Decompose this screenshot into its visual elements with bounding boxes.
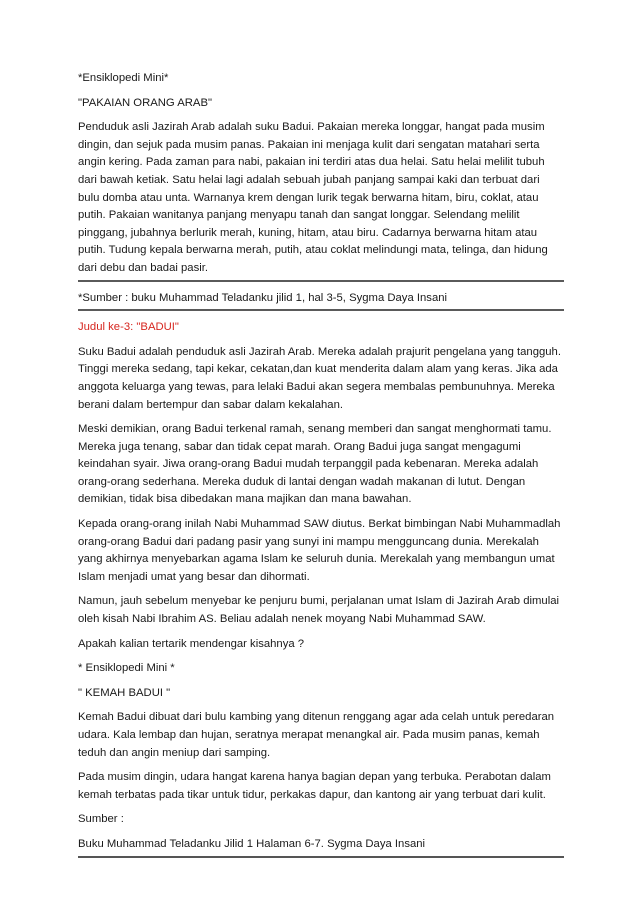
paragraph-badui-4: Namun, jauh sebelum menyebar ke penjuru bumi, perjalanan umat Islam di Jazirah Arab dimulai oleh kisah Nabi Ibrahim AS. Beliau adalah nenek moyang Nabi Muhammad SAW. [78,595,559,626]
section-title-pakaian: "PAKAIAN ORANG ARAB" [78,96,212,109]
question-line: Apakah kalian tertarik mendengar kisahnya ? [78,637,305,650]
section-label-ensiklopedi: *Ensiklopedi Mini* [78,72,169,84]
paragraph-badui-3: Kepada orang-orang inilah Nabi Muhammad SAW diutus. Berkat bimbingan Nabi Muhammadlah orang-orang Badui dari padang pasir yang sunyi ini mampu mengguncang dunia. Merekalah yang akhirnya menyebarkan agama Islam ke seluruh dunia. Merekalah yang membangun umat Islam menjadi umat yang besar dan dihormati. [78,518,561,583]
paragraph-kemah-1: Kemah Badui dibuat dari bulu kambing yang ditenun renggang agar ada celah untuk peredaran udara. Kala lembap dan hujan, seratnya merapat menangkal air. Pada musim panas, kemah teduh dan angin meniup dari samping. [78,711,555,759]
source-note-1: *Sumber : buku Muhammad Teladanku jilid 1, hal 3-5, Sygma Daya Insani [78,290,564,312]
source-note-2: Buku Muhammad Teladanku Jilid 1 Halaman 6-7. Sygma Daya Insani [78,836,564,858]
paragraph-badui-1: Suku Badui adalah penduduk asli Jazirah Arab. Mereka adalah prajurit pengelana yang tangguh. Tinggi mereka sedang, tapi kekar, cekatan,dan kuat menderita dalam alam yang keras. Jika ada anggota keluarga yang tewas, para lelaki Badui akan segera membalas pembunuhnya. Mereka berani dalam bertempur dan sabar dalam kekalahan. [78,345,561,411]
source-label: Sumber : [78,813,124,826]
paragraph-badui-2: Meski demikian, orang Badui terkenal ramah, senang memberi dan sangat menghormati tamu. Mereka juga tenang, sabar dan tidak cepat marah. Orang Badui juga sangat mengagumi keindahan syair. Jiwa orang-orang Badui mudah terpanggil pada kebenaran. Mereka adalah orang-orang sederhana. Mereka duduk di lantai dengan wadah makanan di lutut. Dengan demikian, tidak bisa dibedakan mana majikan dan mana bawahan. [78,423,552,506]
chapter-title-badui: Judul ke-3: "BADUI" [78,321,179,334]
paragraph-kemah-2: Pada musim dingin, udara hangat karena hanya bagian depan yang terbuka. Perabotan dalam kemah terbatas pada tikar untuk tidur, perkakas dapur, dan kantong air yang terbuat dari kulit. [78,771,551,801]
section-label-ensiklopedi-2: * Ensiklopedi Mini * [78,662,175,675]
paragraph-pakaian: Penduduk asli Jazirah Arab adalah suku Badui. Pakaian mereka longgar, hangat pada musim dingin, dan sejuk pada musim panas. Pakaian ini menjaga kulit dari sengatan matahari serta angin kering. Pada zaman para nabi, pakaian ini terdiri atas dua helai. Satu helai melilit tubuh dari bawah ketiak. Satu helai lagi adalah sebuah jubah panjang sampai kaki dan terbuat dari bulu domba atau unta. Warnanya krem dengan lurik tegak berwarna hitam, biru, coklat, atau putih. Pakaian wanitanya panjang menyapu tanah dan sangat longgar. Selendang melilit pinggang, jubahnya berlurik merah, kuning, hitam, atau biru. Cadarnya berwarna hitam atau putih. Tudung kepala berwarna merah, putih, atau coklat melindungi mata, telinga, dan hidung dari debu dan badai pasir. [78,119,564,281]
section-title-kemah: " KEMAH BADUI " [78,686,171,699]
